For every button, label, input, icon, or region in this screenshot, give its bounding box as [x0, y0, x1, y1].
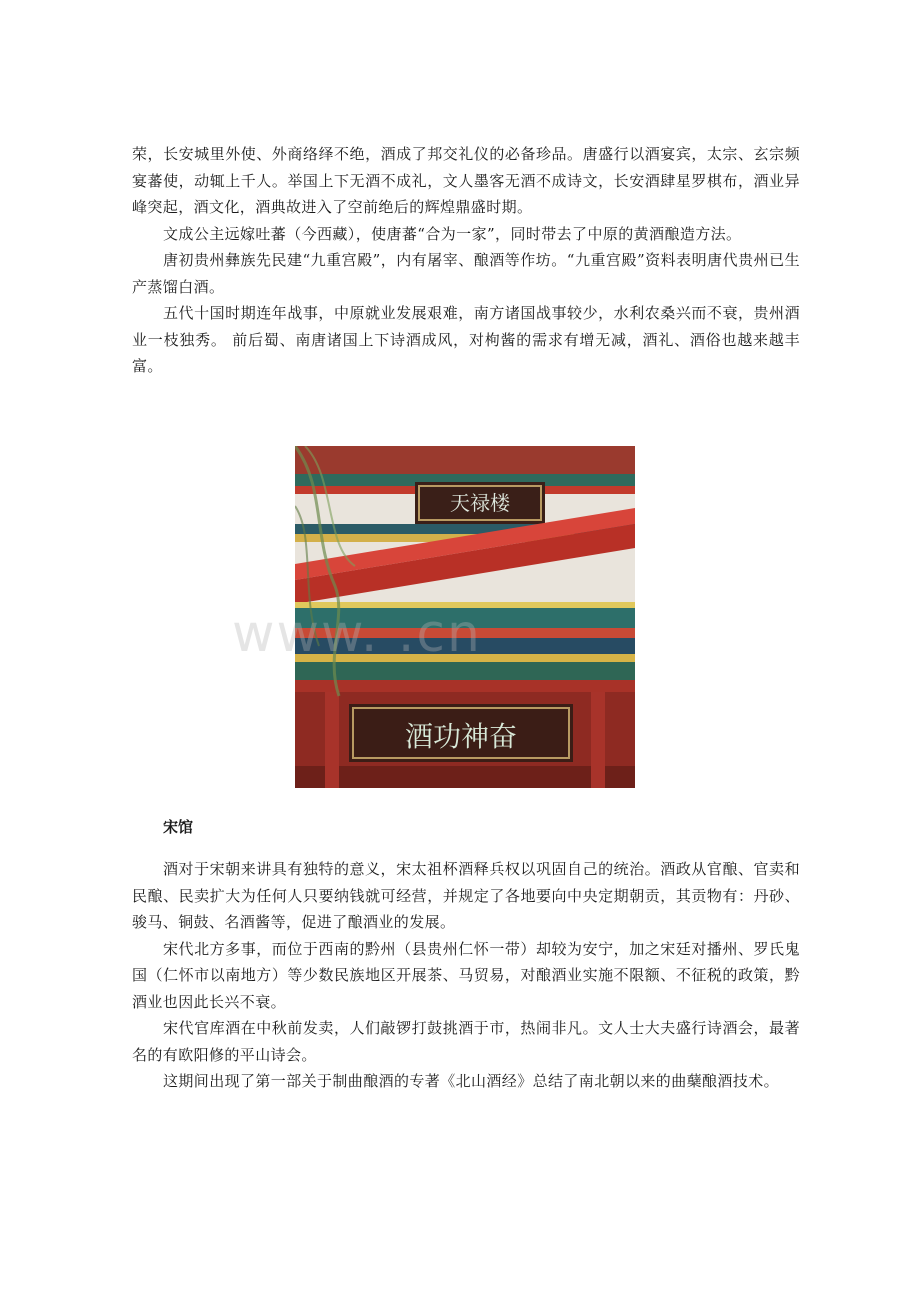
- paragraph: 文成公主远嫁吐蕃（今西藏），使唐蕃“合为一家”，同时带去了中原的黄酒酿造方法。: [163, 224, 742, 243]
- upper-plaque-text: 天禄楼: [450, 491, 510, 515]
- song-section-text: [132, 856, 800, 1095]
- tang-section-text: [132, 141, 800, 380]
- paragraph: 宋代北方多事，而位于西南的黔州（县贵州仁怀一带）却较为安宁，加之宋廷对播州、罗氏鬼国（仁怀市以南地方）等少数民族地区开展茶、马贸易，对酿酒业实施不限额、不征税的政策，黔酒业也因此长兴不衰。: [132, 939, 800, 1011]
- paragraph: 这期间出现了第一部关于制曲酿酒的专著《北山酒经》总结了南北朝以来的曲蘖酿酒技术。: [163, 1072, 780, 1090]
- paragraph: 宋代官库酒在中秋前发卖，人们敲锣打鼓挑酒于市，热闹非凡。文人士大夫盛行诗酒会，最著名的有欧阳修的平山诗会。: [132, 1019, 800, 1064]
- paragraph: 五代十国时期连年战事，中原就业发展艰难，南方诸国战事较少，水利农桑兴而不衰，贵州酒业一枝独秀。 前后蜀、南唐诸国上下诗酒成风，对枸酱的需求有增无减，酒礼、酒俗也越来越丰富。: [132, 304, 800, 375]
- temple-gate-photo: [295, 446, 635, 788]
- paragraph: 荣，长安城里外使、外商络绎不绝，酒成了邦交礼仪的必备珍品。唐盛行以酒宴宾，太宗、玄宗频宴蕃使，动辄上千人。举国上下无酒不成礼，文人墨客无酒不成诗文，长安酒肆星罗棋布，酒业异峰突起，酒文化，酒典故进入了空前绝后的辉煌鼎盛时期。: [132, 145, 800, 216]
- paragraph: 唐初贵州彝族先民建“九重宫殿”，内有屠宰、酿酒等作坊。“九重宫殿”资料表明唐代贵州已生产蒸馏白酒。: [132, 251, 800, 296]
- section-heading: 宋馆: [163, 818, 194, 836]
- paragraph: 酒对于宋朝来讲具有独特的意义，宋太祖杯酒释兵权以巩固自己的统治。酒政从官酿、官卖和民酿、民卖扩大为任何人只要纳钱就可经营，并规定了各地要向中央定期朝贡，其贡物有：丹砂、骏马、铜鼓、名酒酱等，促进了酿酒业的发展。: [132, 860, 800, 931]
- lower-plaque-text: 酒功神奋: [404, 720, 518, 753]
- watermark: www. .cn: [232, 604, 482, 664]
